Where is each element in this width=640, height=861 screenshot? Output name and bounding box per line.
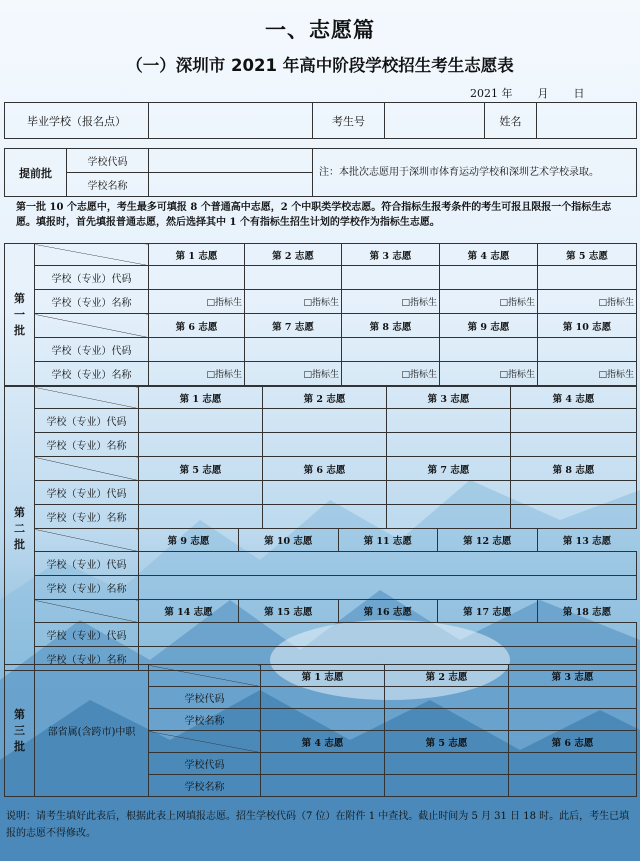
quota-checkbox[interactable]: □指标生: [245, 362, 342, 386]
batch3-table: [4, 664, 637, 797]
b2-cell[interactable]: [263, 505, 387, 529]
b2-cell[interactable]: [263, 481, 387, 505]
b2-cell[interactable]: [511, 433, 637, 457]
b3-cell[interactable]: [385, 687, 509, 709]
batch2-choice-18: 第 18 志愿: [537, 600, 637, 622]
b2-cell[interactable]: [387, 481, 511, 505]
quota-checkbox[interactable]: □指标生: [538, 290, 637, 314]
student-info-table: [4, 102, 637, 139]
b2-cell[interactable]: [139, 433, 263, 457]
batch1-choice-9: 第 9 志愿: [440, 314, 538, 338]
batch1-choice-8: 第 8 志愿: [342, 314, 440, 338]
date-year: 2021 年: [470, 87, 513, 100]
b1-code-cell[interactable]: [538, 266, 637, 290]
batch2-code-label: 学校（专业）代码: [35, 409, 139, 433]
early-note: 注：本批次志愿用于深圳市体育运动学校和深圳艺术学校录取。: [313, 149, 637, 197]
quota-checkbox[interactable]: □指标生: [342, 362, 440, 386]
date-month: 月: [537, 87, 549, 100]
batch2-choice-2: 第 2 志愿: [263, 387, 387, 409]
batch3-name-label: 学校名称: [149, 709, 261, 731]
b2-cell[interactable]: [511, 481, 637, 505]
batch3-label: [5, 665, 35, 797]
batch3-diagonal-2: [149, 731, 261, 753]
b3-cell[interactable]: [385, 709, 509, 731]
school-label: 毕业学校（报名点）: [5, 103, 149, 139]
b3-cell[interactable]: [509, 709, 637, 731]
batch2-code-label: 学校（专业）代码: [35, 552, 139, 576]
batch2-choice-3: 第 3 志愿: [387, 387, 511, 409]
batch2-diagonal-1: [35, 387, 139, 409]
batch2-choice-12: 第 12 志愿: [438, 529, 538, 551]
b3-cell[interactable]: [261, 709, 385, 731]
quota-checkbox[interactable]: □指标生: [245, 290, 342, 314]
quota-checkbox[interactable]: □指标生: [440, 290, 538, 314]
b2-cell[interactable]: [387, 433, 511, 457]
batch1-label: [5, 244, 35, 386]
batch2-row3-headers: [139, 529, 637, 552]
b2-cell[interactable]: [263, 433, 387, 457]
batch3-code-label: 学校代码: [149, 753, 261, 775]
b3-cell[interactable]: [261, 687, 385, 709]
batch2-choice-16: 第 16 志愿: [338, 600, 438, 622]
batch2-choice-4: 第 4 志愿: [511, 387, 637, 409]
b1-code-cell[interactable]: [245, 266, 342, 290]
quota-checkbox[interactable]: □指标生: [538, 362, 637, 386]
early-batch-table: [4, 148, 637, 197]
b3-cell[interactable]: [385, 753, 509, 775]
b1-code-cell[interactable]: [440, 338, 538, 362]
batch1-table: [4, 243, 637, 386]
batch1-choice-2: 第 2 志愿: [245, 244, 342, 266]
batch1-name-label-1: 学校（专业）名称: [35, 290, 149, 314]
early-code-field[interactable]: [149, 149, 313, 173]
school-field[interactable]: [149, 103, 313, 139]
early-name-field[interactable]: [149, 173, 313, 197]
b2-cell[interactable]: [263, 409, 387, 433]
b2-cell[interactable]: [387, 409, 511, 433]
batch2-choice-8: 第 8 志愿: [511, 457, 637, 481]
batch1-label-text: 第一批: [14, 291, 25, 337]
batch2-choice-5: 第 5 志愿: [139, 457, 263, 481]
batch1-code-label-1: 学校（专业）代码: [35, 266, 149, 290]
date-line: [470, 85, 585, 101]
exam-no-label: 考生号: [313, 103, 385, 139]
form-subtitle: （一）深圳市 2021 年高中阶段学校招生考生志愿表: [126, 56, 514, 75]
b3-cell[interactable]: [261, 775, 385, 797]
b2-cell[interactable]: [511, 505, 637, 529]
batch3-choice-3: 第 3 志愿: [509, 665, 637, 687]
batch3-label-text: 第三批: [14, 707, 25, 753]
b2-cell[interactable]: [511, 409, 637, 433]
batch2-name-label: 学校（专业）名称: [35, 433, 139, 457]
batch2-code-label: 学校（专业）代码: [35, 623, 139, 647]
b1-code-cell[interactable]: [538, 338, 637, 362]
quota-checkbox[interactable]: □指标生: [149, 290, 245, 314]
batch2-name-label: 学校（专业）名称: [35, 576, 139, 600]
b3-cell[interactable]: [509, 775, 637, 797]
b3-cell[interactable]: [509, 753, 637, 775]
b1-code-cell[interactable]: [342, 266, 440, 290]
b1-code-cell[interactable]: [149, 338, 245, 362]
batch2-label: [5, 387, 35, 671]
batch3-name-label: 学校名称: [149, 775, 261, 797]
batch3-sub-label: 部省属(含跨市)中职: [35, 665, 149, 797]
early-name-label: 学校名称: [67, 173, 149, 197]
b1-code-cell[interactable]: [440, 266, 538, 290]
batch1-choice-1: 第 1 志愿: [149, 244, 245, 266]
batch2-choice-7: 第 7 志愿: [387, 457, 511, 481]
b1-code-cell[interactable]: [149, 266, 245, 290]
batch2-diagonal-4: [35, 600, 139, 623]
batch1-choice-6: 第 6 志愿: [149, 314, 245, 338]
b1-code-cell[interactable]: [342, 338, 440, 362]
b1-code-cell[interactable]: [245, 338, 342, 362]
batch1-choice-5: 第 5 志愿: [538, 244, 637, 266]
batch2-choice-17: 第 17 志愿: [438, 600, 538, 622]
b3-cell[interactable]: [385, 775, 509, 797]
batch2-choice-9: 第 9 志愿: [139, 529, 239, 551]
b2-cell[interactable]: [139, 409, 263, 433]
batch2-choice-14: 第 14 志愿: [139, 600, 239, 622]
batch2-choice-13: 第 13 志愿: [537, 529, 637, 551]
batch1-name-label-2: 学校（专业）名称: [35, 362, 149, 386]
quota-checkbox[interactable]: □指标生: [440, 362, 538, 386]
batch3-choice-5: 第 5 志愿: [385, 731, 509, 753]
b2-cell[interactable]: [139, 552, 637, 576]
batch2-diagonal-2: [35, 457, 139, 481]
batch2-name-label: 学校（专业）名称: [35, 505, 139, 529]
b2-cell[interactable]: [139, 505, 263, 529]
batch1-choice-4: 第 4 志愿: [440, 244, 538, 266]
batch3-choice-2: 第 2 志愿: [385, 665, 509, 687]
name-label: 姓名: [485, 103, 537, 139]
batch1-instructions: 第一批 10 个志愿中，考生最多可填报 8 个普通高中志愿，2 个中职类学校志愿。符合指标生报考条件的考生可报且限报一个指标生志愿。填报时，首先填报普通志愿，然后选择其中 1 个有指标生招生计划的学校作为指标生志愿。: [16, 202, 612, 228]
batch2-choice-10: 第 10 志愿: [239, 529, 339, 551]
b2-cell[interactable]: [139, 481, 263, 505]
batch3-choice-1: 第 1 志愿: [261, 665, 385, 687]
batch3-diagonal-1: [149, 665, 261, 687]
batch2-choice-6: 第 6 志愿: [263, 457, 387, 481]
footer-note: 说明：请考生填好此表后，根据此表上网填报志愿。招生学校代码（7 位）在附件 1 中查找。截止时间为 5 月 31 日 18 时。此后，考生已填报的志愿不得修改。: [6, 811, 630, 839]
batch2-choice-1: 第 1 志愿: [139, 387, 263, 409]
batch2-choice-11: 第 11 志愿: [338, 529, 438, 551]
page-title: 一、志愿篇: [265, 18, 375, 42]
early-batch-label: 提前批: [5, 149, 67, 197]
quota-checkbox[interactable]: □指标生: [342, 290, 440, 314]
batch1-choice-10: 第 10 志愿: [538, 314, 637, 338]
name-field[interactable]: [537, 103, 637, 139]
b2-cell[interactable]: [139, 576, 637, 600]
date-day: 日: [573, 87, 585, 100]
batch2-choice-15: 第 15 志愿: [239, 600, 339, 622]
quota-checkbox[interactable]: □指标生: [149, 362, 245, 386]
b3-cell[interactable]: [509, 687, 637, 709]
batch2-table: [4, 386, 637, 671]
b3-cell[interactable]: [261, 753, 385, 775]
batch1-choice-3: 第 3 志愿: [342, 244, 440, 266]
batch3-code-label: 学校代码: [149, 687, 261, 709]
batch2-name-label: 学校（专业）名称: [35, 647, 139, 671]
batch2-row4-headers: [139, 600, 637, 623]
b2-cell[interactable]: [387, 505, 511, 529]
b2-cell[interactable]: [139, 623, 637, 647]
batch1-diagonal-2: [35, 314, 149, 338]
batch2-label-text: 第二批: [14, 505, 25, 551]
batch1-choice-7: 第 7 志愿: [245, 314, 342, 338]
batch3-choice-4: 第 4 志愿: [261, 731, 385, 753]
early-code-label: 学校代码: [67, 149, 149, 173]
exam-no-field[interactable]: [385, 103, 485, 139]
batch3-choice-6: 第 6 志愿: [509, 731, 637, 753]
batch2-code-label: 学校（专业）代码: [35, 481, 139, 505]
batch1-diagonal-1: [35, 244, 149, 266]
batch1-code-label-2: 学校（专业）代码: [35, 338, 149, 362]
batch2-diagonal-3: [35, 529, 139, 552]
